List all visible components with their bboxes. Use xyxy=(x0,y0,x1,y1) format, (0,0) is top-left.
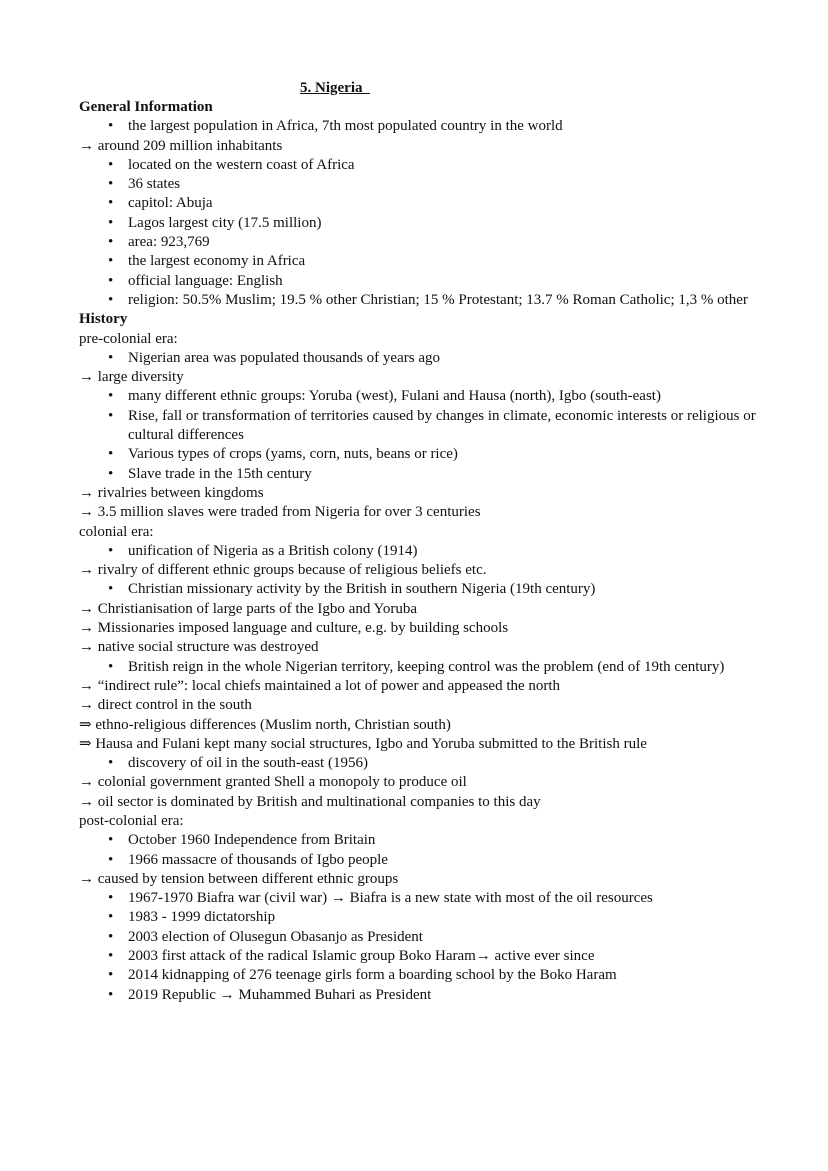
bullet-item xyxy=(79,445,759,464)
text-line: ⇒ Hausa and Fulani kept many social structures, Igbo and Yoruba submitted to the British rule xyxy=(79,735,647,752)
bullet-text: discovery of oil in the south-east (1956) xyxy=(128,755,368,772)
bullet-item xyxy=(79,580,759,599)
bullet-icon: • xyxy=(108,851,114,868)
bullet-text: 2003 first attack of the radical Islamic group Boko Haram→ active ever since xyxy=(128,948,595,965)
text-line: → large diversity xyxy=(79,369,184,386)
bullet-item xyxy=(79,349,759,368)
bullet-item xyxy=(79,407,759,446)
text-line: pre-colonial era: xyxy=(79,330,178,347)
bullet-item xyxy=(79,947,759,966)
bullet-text: 36 states xyxy=(128,176,181,193)
page-title: 5. Nigeria xyxy=(300,80,370,96)
bullet-text: 2014 kidnapping of 276 teenage girls form a boarding school by the Boko Haram xyxy=(128,967,617,984)
bullet-item xyxy=(79,542,759,561)
bullet-item xyxy=(79,291,759,310)
text-line: → caused by tension between different ethnic groups xyxy=(79,870,399,887)
text-line: → 3.5 million slaves were traded from Nigeria for over 3 centuries xyxy=(79,504,481,521)
bullet-text: Christian missionary activity by the British in southern Nigeria (19th century) xyxy=(128,581,596,598)
bullet-item xyxy=(79,851,759,870)
bullet-item xyxy=(79,986,759,1005)
text-line: → Christianisation of large parts of the Igbo and Yoruba xyxy=(79,600,418,617)
bullet-text: 1983 - 1999 dictatorship xyxy=(128,909,276,926)
bullet-icon: • xyxy=(108,407,114,424)
bullet-item xyxy=(79,252,759,271)
bullet-text: 1966 massacre of thousands of Igbo people xyxy=(128,851,388,868)
bullet-item xyxy=(79,831,759,850)
bullet-text: located on the western coast of Africa xyxy=(128,156,355,173)
bullet-text: Various types of crops (yams, corn, nuts, beans or rice) xyxy=(128,446,458,463)
bullet-item xyxy=(79,233,759,252)
bullet-item xyxy=(79,117,759,136)
bullet-text: October 1960 Independence from Britain xyxy=(128,832,376,849)
bullet-icon: • xyxy=(108,658,114,675)
bullet-icon: • xyxy=(108,234,114,251)
text-line: → direct control in the south xyxy=(79,697,252,714)
bullet-icon: • xyxy=(108,156,114,173)
bullet-text: many different ethnic groups: Yoruba (west), Fulani and Hausa (north), Igbo (south-east) xyxy=(128,388,661,405)
bullet-item xyxy=(79,928,759,947)
bullet-item xyxy=(79,658,759,677)
bullet-item xyxy=(79,754,759,773)
bullet-text: area: 923,769 xyxy=(128,234,210,251)
bullet-text: unification of Nigeria as a British colony (1914) xyxy=(128,542,418,559)
bullet-text: religion: 50.5% Muslim; 19.5 % other Christian; 15 % Protestant; 13.7 % Roman Catholic; 1,3 % other xyxy=(128,291,748,308)
bullet-text: Rise, fall or transformation of territories caused by changes in climate, economic interests or religious or cultural differences xyxy=(128,407,756,444)
bullet-icon: • xyxy=(108,291,114,308)
bullet-icon: • xyxy=(108,832,114,849)
bullet-text: Lagos largest city (17.5 million) xyxy=(128,214,322,231)
bullet-icon: • xyxy=(108,176,114,193)
bullet-text: Slave trade in the 15th century xyxy=(128,465,312,482)
text-line: → around 209 million inhabitants xyxy=(79,137,283,154)
bullet-item xyxy=(79,156,759,175)
bullet-icon: • xyxy=(108,967,114,984)
section-heading: General Information xyxy=(79,99,213,115)
text-line: → oil sector is dominated by British and multinational companies to this day xyxy=(79,793,541,810)
bullet-text: 2003 election of Olusegun Obasanjo as President xyxy=(128,928,423,945)
section-heading: History xyxy=(79,311,128,328)
bullet-text: Nigerian area was populated thousands of years ago xyxy=(128,349,440,366)
bullet-icon: • xyxy=(108,195,114,212)
bullet-icon: • xyxy=(108,986,114,1003)
bullet-icon: • xyxy=(108,214,114,231)
bullet-icon: • xyxy=(108,542,114,559)
document-body xyxy=(79,98,759,1005)
bullet-icon: • xyxy=(108,272,114,289)
bullet-icon: • xyxy=(108,581,114,598)
bullet-item xyxy=(79,908,759,927)
bullet-icon: • xyxy=(108,755,114,772)
text-line: post-colonial era: xyxy=(79,812,184,829)
bullet-item xyxy=(79,194,759,213)
text-line: → rivalries between kingdoms xyxy=(79,484,264,501)
bullet-icon: • xyxy=(108,890,114,907)
bullet-text: the largest population in Africa, 7th most populated country in the world xyxy=(128,118,563,135)
bullet-icon: • xyxy=(108,446,114,463)
bullet-icon: • xyxy=(108,465,114,482)
bullet-text: 2019 Republic → Muhammed Buhari as President xyxy=(128,986,432,1003)
text-line: → rivalry of different ethnic groups because of religious beliefs etc. xyxy=(79,562,487,579)
bullet-icon: • xyxy=(108,118,114,135)
bullet-item xyxy=(79,889,759,908)
bullet-text: 1967-1970 Biafra war (civil war) → Biafra is a new state with most of the oil resources xyxy=(128,890,653,907)
bullet-item xyxy=(79,387,759,406)
text-line: colonial era: xyxy=(79,523,154,540)
bullet-icon: • xyxy=(108,388,114,405)
text-line: ⇒ ethno-religious differences (Muslim north, Christian south) xyxy=(79,716,451,733)
text-line: → colonial government granted Shell a monopoly to produce oil xyxy=(79,774,467,791)
text-line: → “indirect rule”: local chiefs maintained a lot of power and appeased the north xyxy=(79,677,561,694)
bullet-item xyxy=(79,175,759,194)
bullet-item xyxy=(79,465,759,484)
text-line: → Missionaries imposed language and culture, e.g. by building schools xyxy=(79,620,509,637)
bullet-text: official language: English xyxy=(128,272,283,289)
bullet-text: British reign in the whole Nigerian territory, keeping control was the problem (end of 19th century) xyxy=(128,658,725,675)
bullet-icon: • xyxy=(108,928,114,945)
bullet-item xyxy=(79,214,759,233)
bullet-icon: • xyxy=(108,948,114,965)
bullet-item xyxy=(79,272,759,291)
bullet-icon: • xyxy=(108,349,114,366)
bullet-icon: • xyxy=(108,253,114,270)
text-line: → native social structure was destroyed xyxy=(79,639,319,656)
bullet-text: capitol: Abuja xyxy=(128,195,213,212)
bullet-item xyxy=(79,966,759,985)
bullet-icon: • xyxy=(108,909,114,926)
bullet-text: the largest economy in Africa xyxy=(128,253,306,270)
